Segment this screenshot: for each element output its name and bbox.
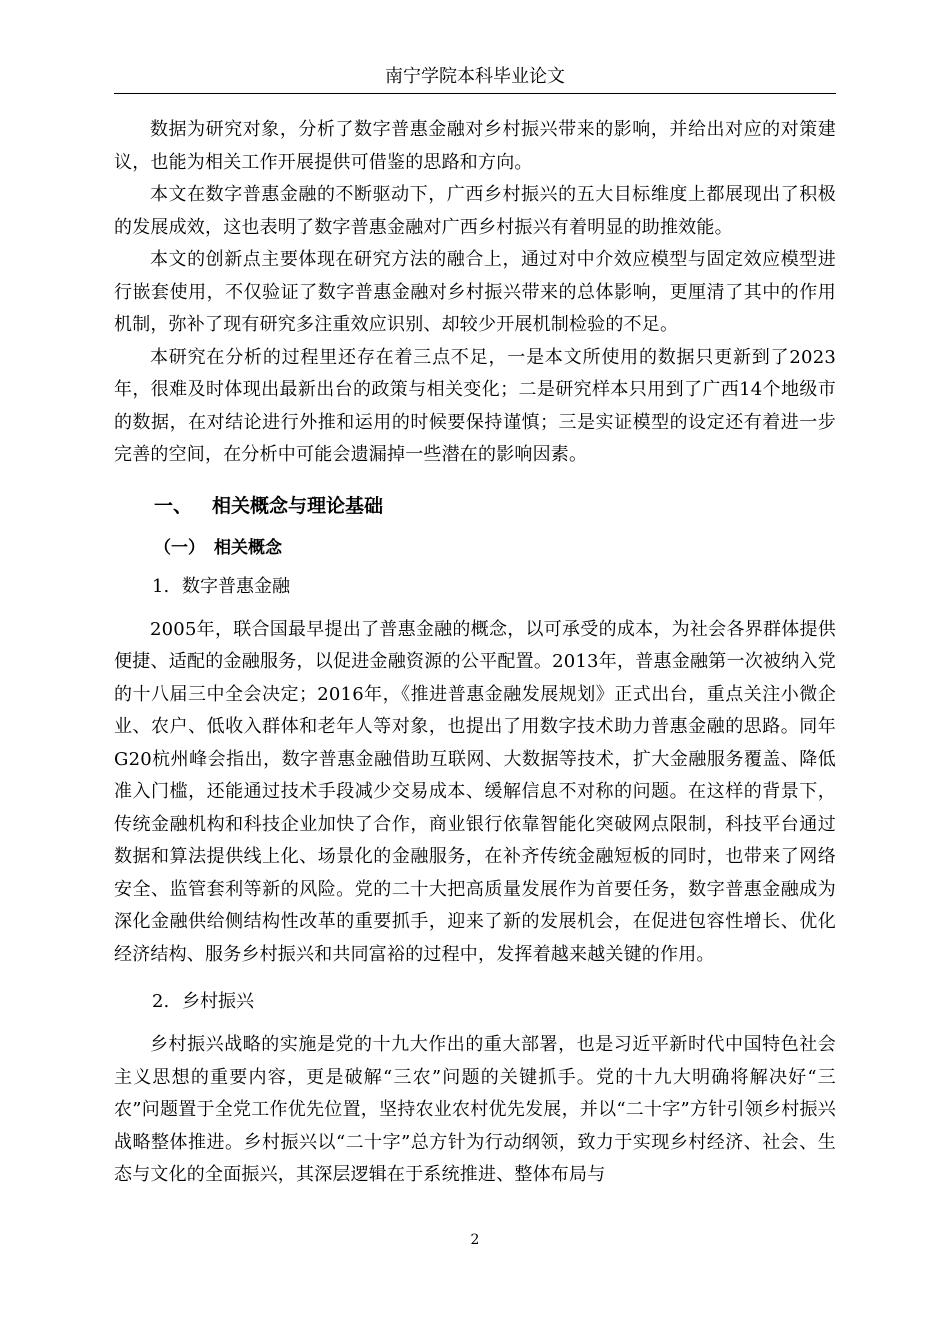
subsection-heading [114,530,836,566]
page-number: 2 [470,1232,480,1248]
section-title: 相关概念与理论基础 [212,494,384,517]
item-number: 2. [152,991,170,1012]
page-body [114,114,836,1192]
paragraph: 本研究在分析的过程里还存在着三点不足，一是本文所使用的数据只更新到了2023年，很难及时体现出最新出台的政策与相关变化；二是研究样本只用到了广西14个地级市的数据，在对结论进行外推和运用的时候要保持谨慎；三是实证模型的设定还有着进一步完善的空间，在分析中可能会遗漏掉一些潜在的影响因素。 [114,346,836,465]
item-title: 数字普惠金融 [182,575,290,597]
paragraph: 乡村振兴战略的实施是党的十九大作出的重大部署，也是习近平新时代中国特色社会主义思想的重要内容，更是破解“三农”问题的关键抓手。党的十九大明确将解决好“三农”问题置于全党工作优先位置，坚持农业农村优先发展，并以“二十字”方针引领乡村振兴战略整体推进。乡村振兴以“二十字”总方针为行动纲领，致力于实现乡村经济、社会、生态与文化的全面振兴，其深层逻辑在于系统推进、整体布局与 [114,1034,836,1185]
item-number: 1. [152,575,170,597]
paragraph: 数据为研究对象，分析了数字普惠金融对乡村振兴带来的影响，并给出对应的对策建议，也能为相关工作开展提供可借鉴的思路和方向。 [114,119,836,173]
item-heading [114,985,836,1019]
page-header-title: 南宁学院本科毕业论文 [385,66,565,87]
section-heading [114,486,836,526]
subsection-title: 相关概念 [214,537,282,558]
subsection-number: （一） [154,537,205,558]
header-rule [114,93,836,94]
paragraph: 2005年，联合国最早提出了普惠金融的概念，以可承受的成本，为社会各界群体提供便捷、适配的金融服务，以促进金融资源的公平配置。2013年，普惠金融第一次被纳入党的十八届三中全会决定；2016年，《推进普惠金融发展规划》正式出台，重点关注小微企业、农户、低收入群体和老年人等对象，也提出了用数字技术助力普惠金融的思路。同年G20杭州峰会指出，数字普惠金融借助互联网、大数据等技术，扩大金融服务覆盖、降低准入门槛，还能通过技术手段减少交易成本、缓解信息不对称的问题。在这样的背景下，传统金融机构和科技企业加快了合作，商业银行依靠智能化突破网点限制，科技平台通过数据和算法提供线上化、场景化的金融服务，在补齐传统金融短板的同时，也带来了网络安全、监管套利等新的风险。党的二十大把高质量发展作为首要任务，数字普惠金融成为深化金融供给侧结构性改革的重要抓手，迎来了新的发展机会，在促进包容性增长、优化经济结构、服务乡村振兴和共同富裕的过程中，发挥着越来越关键的作用。 [114,618,836,965]
item-heading [114,570,836,604]
section-number: 一、 [154,494,193,517]
paragraph: 本文在数字普惠金融的不断驱动下，广西乡村振兴的五大目标维度上都展现出了积极的发展成效，这也表明了数字普惠金融对广西乡村振兴有着明显的助推效能。 [114,184,836,238]
item-title: 乡村振兴 [182,991,254,1012]
paragraph: 本文的创新点主要体现在研究方法的融合上，通过对中介效应模型与固定效应模型进行嵌套使用，不仅验证了数字普惠金融对乡村振兴带来的总体影响，更厘清了其中的作用机制，弥补了现有研究多注重效应识别、却较少开展机制检验的不足。 [114,249,836,335]
